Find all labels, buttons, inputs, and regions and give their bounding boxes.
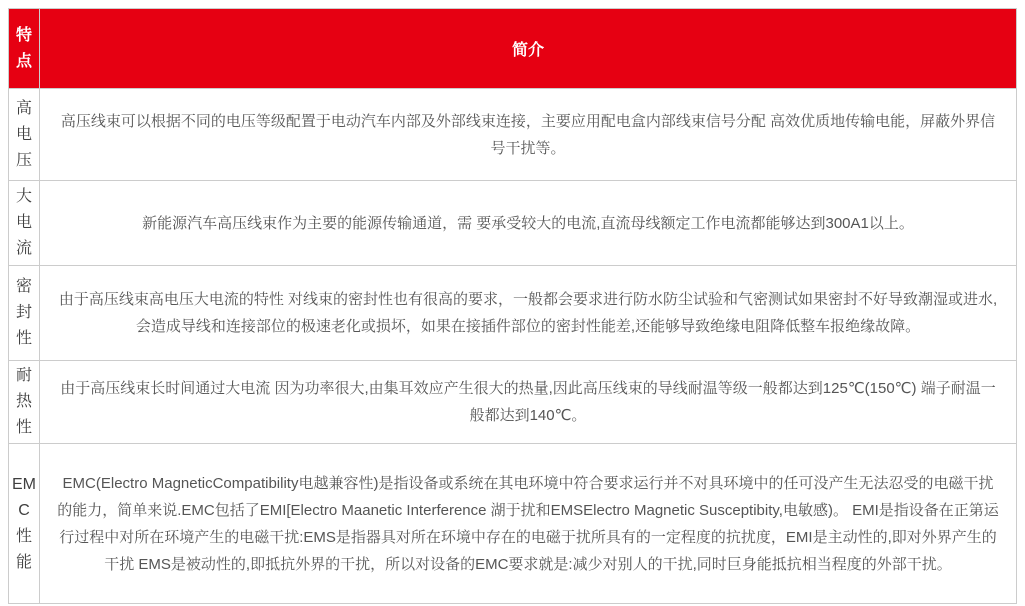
table-row-high-current — [9, 181, 1017, 266]
row-label-emc: EMC性能 — [9, 444, 40, 604]
table-row-sealing — [9, 266, 1017, 361]
column-header-feature: 特点 — [9, 9, 40, 89]
row-text-heat-resistance: 由于高压线束长时间通过大电流 因为功率很大,由集耳效应产生很大的热量,因此高压线束的导线耐温等级一般都达到125℃(150℃) 端子耐温一般都达到140℃。 — [40, 361, 1017, 444]
table-row-emc — [9, 444, 1017, 604]
row-label-sealing: 密封性 — [9, 266, 40, 361]
table-header-row — [9, 9, 1017, 89]
row-text-emc: EMC(Electro MagneticCompatibility电越兼容性)是指设备或系统在其电环境中符合要求运行并不对具环境中的任可没产生无法忍受的电磁干扰的能力，简单来说.EMC包括了EMI[Electro Maanetic Interference 湖于扰和EMSElectro Magnetic Susceptibity,电敏感)。 EMI是指设备在正第运行过程中对所在环境产生的电磁干扰:EMS是指器具对所在环境中存在的电磁于扰所具有的一定程度的抗扰度，EMI是主动性的,即对外界产生的干扰 EMS是被动性的,即抵抗外界的干扰，所以对设备的EMC要求就是:减少对别人的干扰,同时巨身能抵抗相当程度的外部干扰。 — [40, 444, 1017, 604]
row-text-sealing: 由于高压线束高电压大电流的特性 对线束的密封性也有很高的要求，一般都会要求进行防水防尘试验和气密测试如果密封不好导致潮湿或进水,会造成导线和连接部位的极速老化或损坏，如果在接插件部位的密封性能差,还能够导致绝缘电阻降低整车报绝缘故障。 — [40, 266, 1017, 361]
row-text-high-current: 新能源汽车高压线束作为主要的能源传输通道，需 要承受较大的电流,直流母线额定工作电流都能够达到300A1以上。 — [40, 181, 1017, 266]
column-header-intro: 简介 — [40, 9, 1017, 89]
row-text-high-voltage: 高压线束可以根据不同的电压等级配置于电动汽车内部及外部线束连接，主要应用配电盒内部线束信号分配 高效优质地传输电能，屏蔽外界信号干扰等。 — [40, 89, 1017, 181]
table-row-heat-resistance — [9, 361, 1017, 444]
table-row-high-voltage — [9, 89, 1017, 181]
row-label-high-current: 大电流 — [9, 181, 40, 266]
hv-harness-feature-table — [8, 8, 1017, 604]
row-label-high-voltage: 高电压 — [9, 89, 40, 181]
row-label-heat-resistance: 耐热性 — [9, 361, 40, 444]
